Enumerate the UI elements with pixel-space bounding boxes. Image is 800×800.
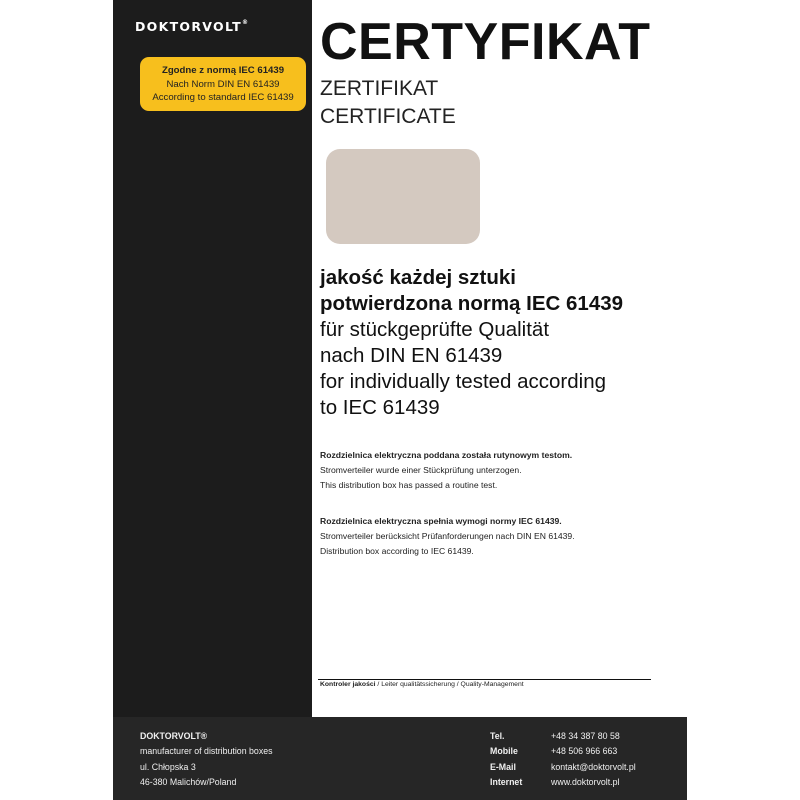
statement2-pl: Rozdzielnica elektryczna spełnia wymogi normy IEC 61439.	[320, 516, 562, 526]
footer-company-desc: manufacturer of distribution boxes	[140, 746, 273, 757]
statement2-de: Stromverteiler berücksicht Prüfanforderungen nach DIN EN 61439.	[320, 531, 575, 541]
mobile-value: +48 506 966 663	[551, 746, 618, 757]
statement1-pl: Rozdzielnica elektryczna poddana została rutynowym testom.	[320, 450, 573, 460]
badge-line-pl: Zgodne z normą IEC 61439	[161, 65, 285, 76]
quality-en-line1: for individually tested according	[320, 370, 607, 393]
tel-value: +48 34 387 80 58	[551, 731, 620, 741]
signature-line	[318, 679, 651, 680]
standard-compliance-statement	[320, 514, 660, 559]
signature-label-rest: / Leiter qualitätssicherung / Quality-Management	[375, 681, 524, 688]
routine-test-statement	[320, 448, 660, 493]
statement1-de: Stromverteiler wurde einer Stückprüfung unterzogen.	[320, 465, 522, 475]
certificate-title: CERTYFIKAT	[320, 13, 651, 71]
footer-city: 46-380 Malichów/Poland	[140, 777, 237, 788]
certificate-subtitle-en: CERTIFICATE	[320, 105, 456, 128]
quality-de-line2: nach DIN EN 61439	[320, 344, 503, 367]
internet-value: www.doktorvolt.pl	[551, 777, 620, 788]
footer-street: ul. Chłopska 3	[140, 761, 196, 772]
brand-logo	[135, 19, 305, 34]
quality-de-line1: für stückgeprüfte Qualität	[320, 318, 550, 341]
contact-values	[551, 729, 636, 791]
tel-label: Tel.	[490, 731, 505, 741]
quality-en-line2: to IEC 61439	[320, 396, 440, 419]
badge-line-en: According to standard IEC 61439	[152, 92, 294, 103]
internet-label: Internet	[490, 777, 523, 788]
standard-badge	[140, 57, 306, 111]
product-photo-placeholder	[326, 149, 480, 244]
statement2-en: Distribution box according to IEC 61439.	[320, 546, 474, 556]
quality-pl-line2: potwierdzona normą IEC 61439	[320, 292, 624, 315]
email-value: kontakt@doktorvolt.pl	[551, 761, 636, 772]
contact-labels	[490, 729, 522, 791]
footer-company-name: DOKTORVOLT®	[140, 731, 208, 741]
signature-label	[320, 681, 524, 688]
certificate-subtitle-de: ZERTIFIKAT	[320, 77, 439, 100]
registered-mark: ®	[241, 19, 248, 26]
badge-line-de: Nach Norm DIN EN 61439	[166, 78, 280, 90]
company-address	[140, 729, 273, 791]
signature-label-bold: Kontroler jakości	[320, 681, 376, 688]
email-label: E-Mail	[490, 761, 516, 772]
brand-logo-text: DOKTORVOLT	[135, 19, 242, 34]
quality-pl-line1: jakość każdej sztuki	[320, 266, 516, 289]
mobile-label: Mobile	[490, 746, 518, 757]
quality-statement	[320, 265, 660, 421]
statement1-en: This distribution box has passed a routine test.	[320, 480, 498, 490]
